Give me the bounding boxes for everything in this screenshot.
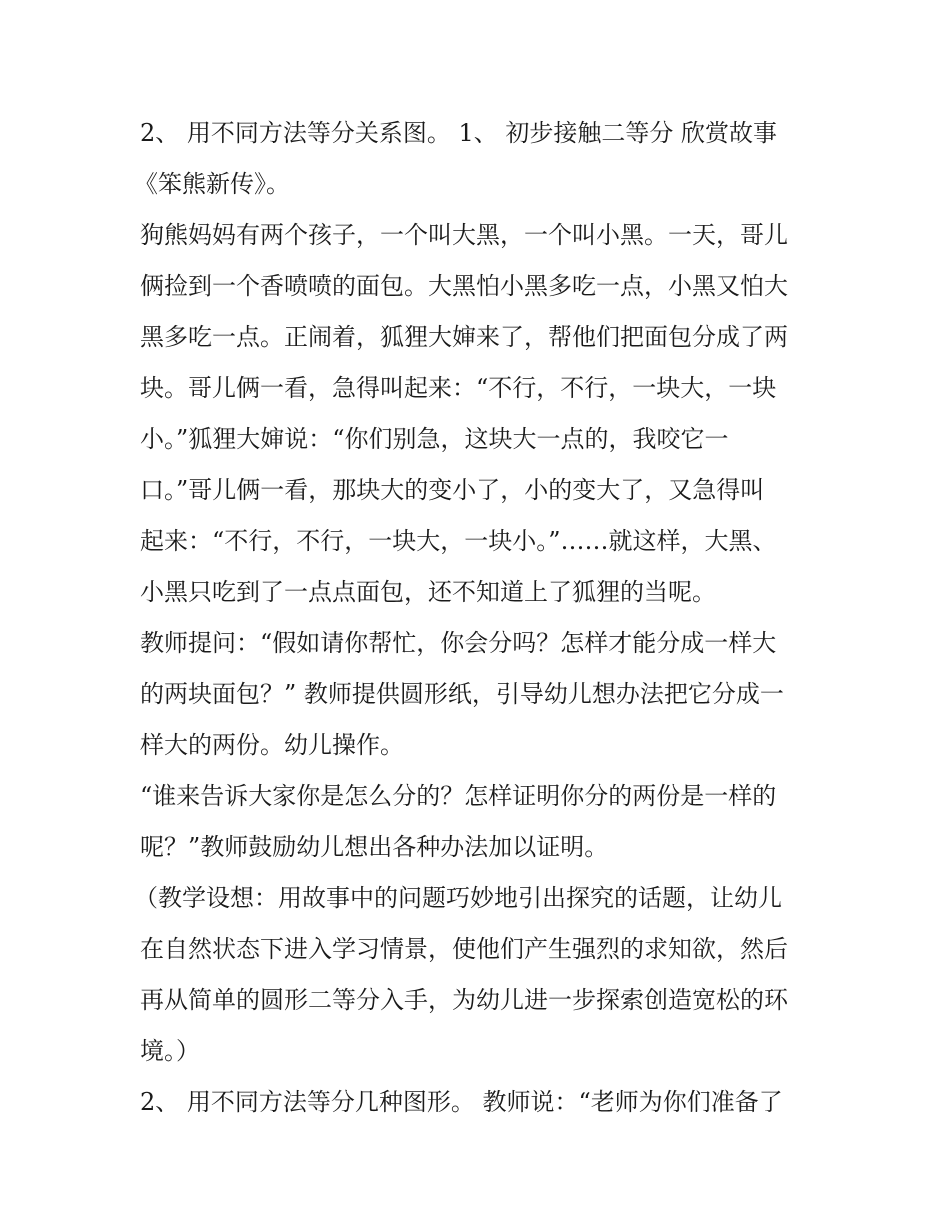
text-line-8: 口。”哥儿俩一看，那块大的变小了，小的变大了，又急得叫 xyxy=(140,476,765,504)
text-line-9: 起来：“不行，不行，一块大，一块小。”……就这样，大黑、 xyxy=(140,527,777,555)
text-line-1: 2、 用不同方法等分关系图。 1、 初步接触二等分 欣赏故事 xyxy=(140,119,778,147)
text-line-10: 小黑只吃到了一点点面包，还不知道上了狐狸的当呢。 xyxy=(140,578,716,606)
text-line-3: 狗熊妈妈有两个孩子，一个叫大黑，一个叫小黑。一天，哥儿 xyxy=(140,221,788,249)
text-line-12: 的两块面包？” 教师提供圆形纸，引导幼儿想办法把它分成一 xyxy=(140,680,784,708)
text-line-17: 在自然状态下进入学习情景，使他们产生强烈的求知欲，然后 xyxy=(140,935,788,963)
text-line-6: 块。哥儿俩一看，急得叫起来：“不行，不行，一块大，一块 xyxy=(140,374,777,402)
text-line-18: 再从简单的圆形二等分入手，为幼儿进一步探索创造宽松的环 xyxy=(140,986,788,1014)
text-line-19: 境。） xyxy=(140,1037,200,1065)
text-line-14: “谁来告诉大家你是怎么分的？怎样证明你分的两份是一样的 xyxy=(140,782,777,810)
text-line-15: 呢？”教师鼓励幼儿想出各种办法加以证明。 xyxy=(140,833,609,861)
text-line-4: 俩捡到一个香喷喷的面包。大黑怕小黑多吃一点，小黑又怕大 xyxy=(140,272,788,300)
text-line-16: （教学设想：用故事中的问题巧妙地引出探究的话题，让幼儿 xyxy=(134,884,782,912)
text-line-11: 教师提问：“假如请你帮忙，你会分吗？怎样才能分成一样大 xyxy=(140,629,777,657)
document-body xyxy=(134,108,820,1128)
text-line-20: 2、 用不同方法等分几种图形。 教师说：“老师为你们准备了 xyxy=(140,1088,783,1116)
text-line-13: 样大的两份。幼儿操作。 xyxy=(140,731,404,759)
text-line-7: 小。”狐狸大婶说：“你们别急，这块大一点的，我咬它一 xyxy=(140,425,729,453)
text-line-5: 黑多吃一点。正闹着，狐狸大婶来了，帮他们把面包分成了两 xyxy=(140,323,788,351)
text-line-2: 《笨熊新传》。 xyxy=(134,170,290,198)
